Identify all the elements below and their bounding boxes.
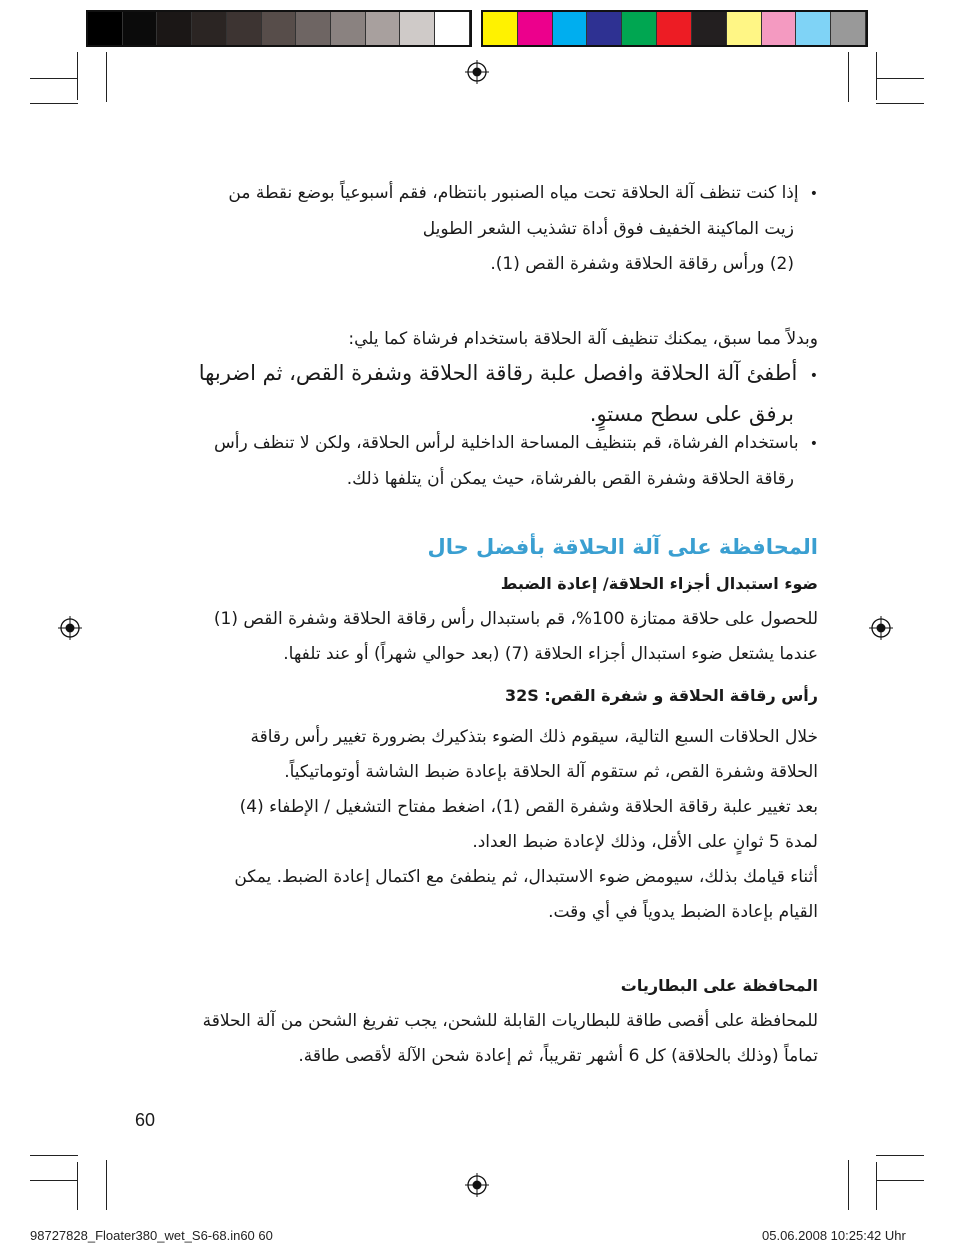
bullet-line: • أطفئ آلة الحلاقة وافصل علبة رقاقة الحلاقة وشفرة القص، ثم اضربها [198,361,818,385]
color-swatch [192,12,227,45]
bullet-line: رقاقة الحلاقة وشفرة القص بالفرشاة، حيث يمكن أن يتلفها ذلك. [346,469,794,489]
color-bar-process [481,10,868,47]
para-line: للمحافظة على أقصى طاقة للبطاريات القابلة للشحن، يجب تفريغ الشحن من آلة الحلاقة [202,1011,818,1031]
registration-mark-icon [465,1173,489,1197]
color-swatch [483,12,518,45]
color-swatch [518,12,553,45]
color-swatch [692,12,727,45]
color-swatch [831,12,866,45]
color-swatch [622,12,657,45]
bullet-line: • إذا كنت تنظف آلة الحلاقة تحت مياه الصنبور بانتظام، فقم أسبوعياً بوضع نقطة من [228,183,818,203]
bullet-line: (2) ورأس رقاقة الحلاقة وشفرة القص (1). [490,254,794,274]
color-swatch [227,12,262,45]
crop-mark [77,52,78,100]
color-swatch [587,12,622,45]
para-line: أثناء قيامك بذلك، سيومض ضوء الاستبدال، ثم ينطفئ مع اكتمال إعادة الضبط. يمكن [234,867,818,887]
crop-mark [106,52,107,102]
color-swatch [123,12,158,45]
bullet-line: برفق على سطح مستوٍ. [589,402,794,426]
para-line: خلال الحلاقات السبع التالية، سيقوم ذلك الضوء بتذكيرك بضرورة تغيير رأس رقاقة [250,727,818,747]
crop-mark [876,1180,924,1181]
color-swatch [366,12,401,45]
para-line: لمدة 5 ثوانٍ على الأقل، وذلك لإعادة ضبط العداد. [472,832,818,852]
color-swatch [553,12,588,45]
crop-mark [876,78,924,79]
registration-mark-icon [465,60,489,84]
section-title: المحافظة على آلة الحلاقة بأفضل حال [427,535,818,559]
color-swatch [657,12,692,45]
color-swatch [331,12,366,45]
color-swatch [796,12,831,45]
crop-mark [30,1180,78,1181]
paragraph-replacement [138,602,818,672]
registration-mark-icon [869,616,893,640]
para-line: للحصول على حلاقة ممتازة 100%، قم باستبدال رأس رقاقة الحلاقة وشفرة القص (1) [213,609,818,629]
footer-file-info: 98727828_Floater380_wet_S6-68.in60 60 [30,1228,273,1243]
color-swatch [157,12,192,45]
color-swatch [262,12,297,45]
para-line: بعد تغيير علبة رقاقة الحلاقة وشفرة القص (1)، اضغط مفتاح التشغيل / الإطفاء (4) [239,797,818,817]
crop-mark [876,52,877,100]
para-line: تماماً (وذلك بالحلاقة) كل 6 أشهر تقريباً، ثم إعادة شحن الآلة لأقصى طاقة. [298,1046,818,1066]
color-swatch [435,12,470,45]
crop-mark [848,52,849,102]
subheading-replacement-light: ضوء استبدال أجزاء الحلاقة/ إعادة الضبط [500,574,818,593]
para-line: القيام بإعادة الضبط يدوياً في أي وقت. [548,902,818,922]
paragraph-reset [138,720,818,930]
bullet-brush [138,426,818,497]
bullet-switch-off [138,354,818,433]
footer-timestamp: 05.06.2008 10:25:42 Uhr [762,1228,906,1243]
crop-mark [876,1162,877,1210]
color-swatch [88,12,123,45]
color-bar-grayscale [86,10,472,47]
subheading-batteries: المحافظة على البطاريات [620,976,818,995]
bullet-oil-tip [138,176,818,282]
registration-mark-icon [58,616,82,640]
para-line: الحلاقة وشفرة القص، ثم ستقوم آلة الحلاقة بإعادة ضبط الشاشة أوتوماتيكياً. [284,762,818,782]
bullet-line: • باستخدام الفرشاة، قم بتنظيف المساحة الداخلية لرأس الحلاقة، ولكن لا تنظف رأس [214,433,818,453]
color-swatch [400,12,435,45]
bullet-line: زيت الماكينة الخفيف فوق أداة تشذيب الشعر الطويل [422,219,794,239]
color-swatch [296,12,331,45]
crop-mark [30,78,78,79]
subheading-foil-cutter: رأس رقاقة الحلاقة و شفرة القص: 32S [504,686,818,705]
brush-intro: وبدلاً مما سبق، يمكنك تنظيف آلة الحلاقة باستخدام فرشاة كما يلي: [348,329,818,349]
color-swatch [727,12,762,45]
crop-mark [77,1162,78,1210]
page-number: 60 [135,1110,156,1130]
crop-mark [30,103,78,104]
paragraph-batteries [138,1004,818,1074]
crop-mark [876,103,924,104]
crop-mark [848,1160,849,1210]
crop-mark [30,1155,78,1156]
color-swatch [762,12,797,45]
crop-mark [876,1155,924,1156]
crop-mark [106,1160,107,1210]
para-line: عندما يشتعل ضوء استبدال أجزاء الحلاقة (7) (بعد حوالي شهراً) أو عند تلفها. [283,644,818,664]
